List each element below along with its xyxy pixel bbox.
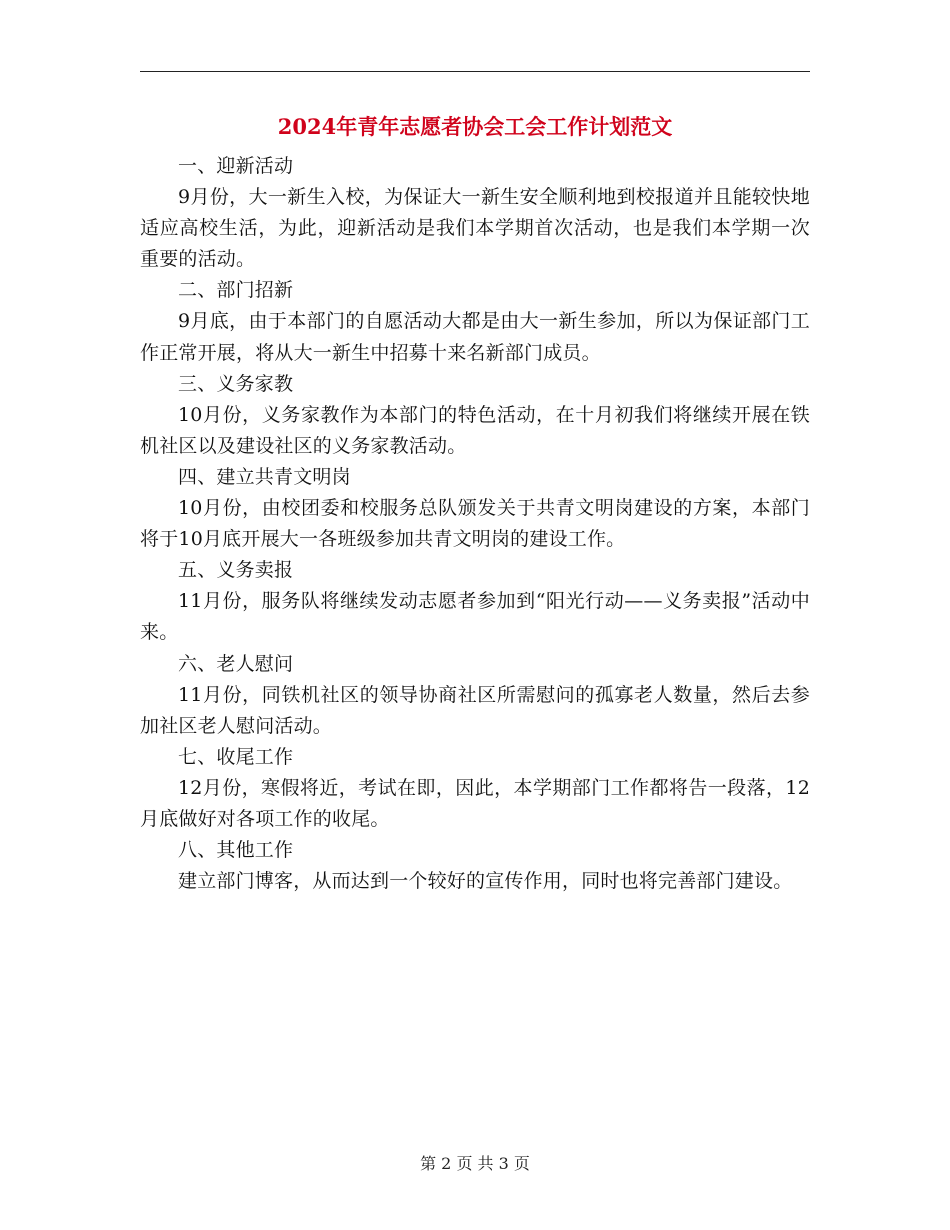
paragraph-civilization-post: 10月份，由校团委和校服务总队颁发关于共青文明岗建设的方案，本部门将于10月底开展大一各班级参加共青文明岗的建设工作。: [140, 497, 810, 551]
section-heading-tutoring: 三、义务家教: [178, 372, 294, 395]
document-title: 2024年青年志愿者协会工会工作计划范文: [277, 114, 673, 139]
section-heading-newspaper: 五、义务卖报: [178, 559, 294, 582]
paragraph-tutoring: 10月份，义务家教作为本部门的特色活动，在十月初我们将继续开展在铁机社区以及建设社区的义务家教活动。: [140, 403, 810, 457]
section-heading-welcome: 一、迎新活动: [178, 155, 294, 177]
paragraph-recruitment: 9月底，由于本部门的自愿活动大都是由大一新生参加，所以为保证部门工作正常开展，将从大一新生中招募十来名新部门成员。: [140, 310, 810, 364]
page-number-footer: 第 2 页 共 3 页: [420, 1154, 530, 1173]
paragraph-wrap-up: 12月份，寒假将近，考试在即，因此，本学期部门工作都将告一段落，12月底做好对各项工作的收尾。: [140, 776, 810, 830]
paragraph-elderly-visit: 11月份，同铁机社区的领导协商社区所需慰问的孤寡老人数量，然后去参加社区老人慰问活动。: [140, 683, 810, 737]
section-heading-other: 八、其他工作: [178, 839, 294, 862]
paragraph-newspaper: 11月份，服务队将继续发动志愿者参加到“阳光行动——义务卖报”活动中来。: [140, 590, 810, 644]
section-heading-recruitment: 二、部门招新: [178, 279, 294, 302]
section-heading-wrap-up: 七、收尾工作: [178, 745, 294, 768]
document-body: [140, 151, 810, 897]
section-heading-civilization-post: 四、建立共青文明岗: [178, 465, 351, 488]
paragraph-welcome: 9月份，大一新生入校，为保证大一新生安全顺利地到校报道并且能较快地适应高校生活，为此，迎新活动是我们本学期首次活动，也是我们本学期一次重要的活动。: [140, 186, 810, 271]
paragraph-other: 建立部门博客，从而达到一个较好的宣传作用，同时也将完善部门建设。: [178, 870, 793, 893]
header-rule: [140, 71, 810, 72]
section-heading-elderly-visit: 六、老人慰问: [178, 652, 294, 675]
